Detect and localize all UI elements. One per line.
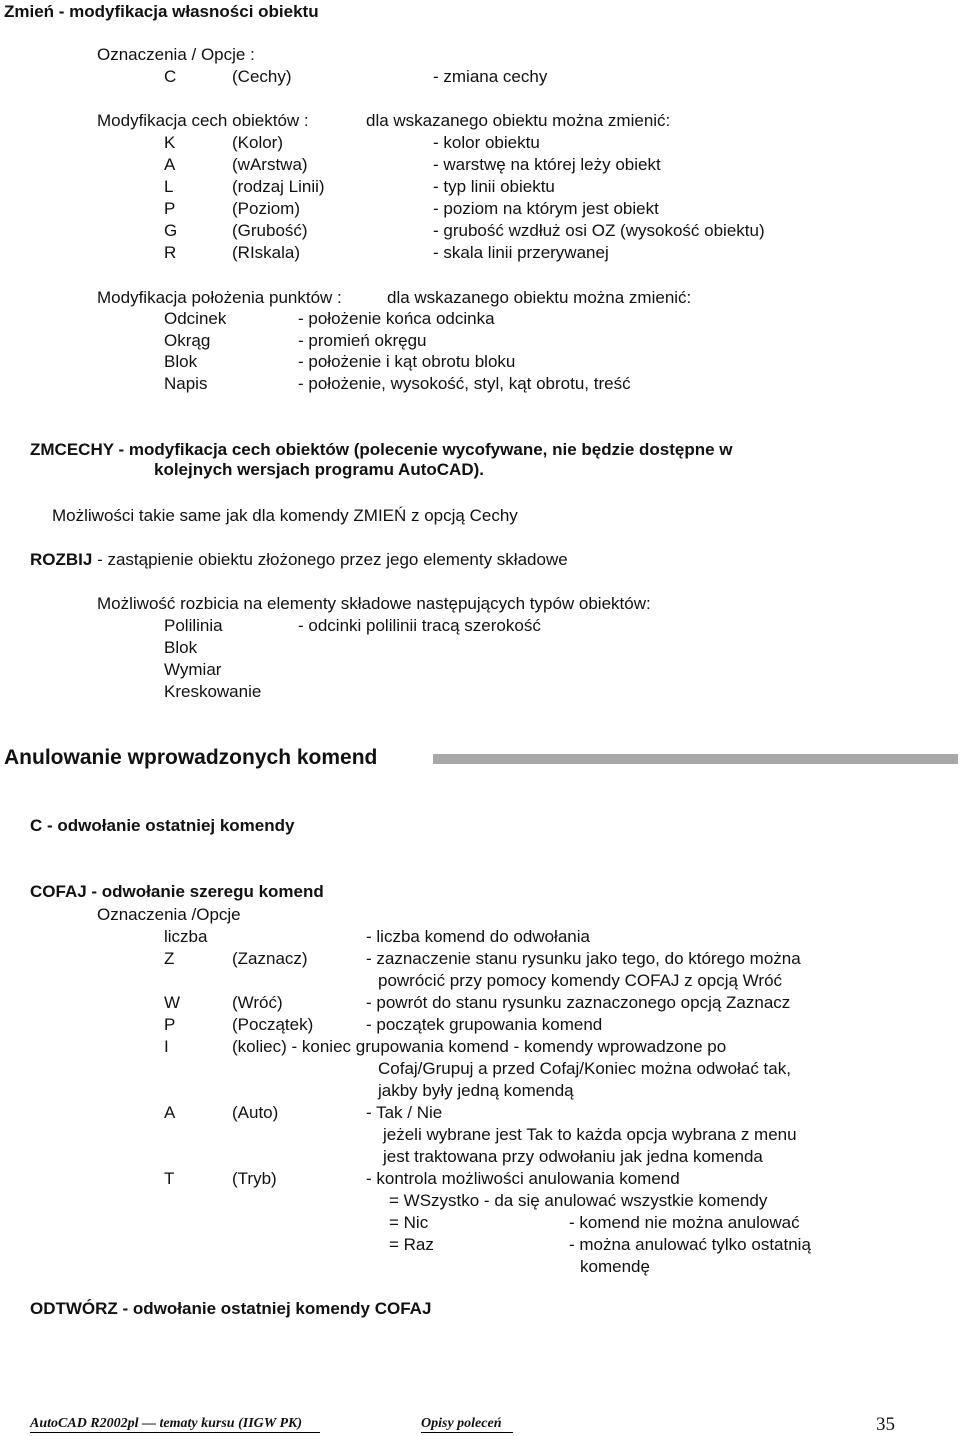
cofaj-option-key: liczba — [164, 927, 208, 946]
footer-course: AutoCAD R2002pl — tematy kursu (IIGW PK) — [30, 1416, 303, 1431]
cofaj-option-key: I — [164, 1037, 169, 1056]
cofaj-option-desc: - powrót do stanu rysunku zaznaczonego opcją Zaznacz — [366, 993, 791, 1012]
polozenie-key: Okrąg — [164, 331, 211, 350]
cofaj-option-desc: - Tak / Nie — [366, 1103, 443, 1122]
option-key: C — [164, 67, 177, 86]
options-header: Oznaczenia / Opcje : — [97, 45, 255, 64]
cecha-key: R — [164, 243, 177, 262]
page-number: 35 — [876, 1414, 895, 1435]
cofaj-option-line: (koliec) - koniec grupowania komend - komendy wprowadzone po — [232, 1037, 727, 1056]
cecha-key: K — [164, 133, 176, 152]
cecha-desc: - poziom na którym jest obiekt — [433, 199, 659, 218]
option-desc: - zmiana cechy — [433, 67, 548, 86]
cecha-name: (rodzaj Linii) — [232, 177, 325, 196]
cofaj-option-desc: - liczba komend do odwołania — [366, 927, 590, 946]
footer-section: Opisy poleceń — [421, 1416, 502, 1431]
mod-pol-label: Modyfikacja położenia punktów : — [97, 288, 342, 307]
rozbij-command: ROZBIJ — [30, 550, 93, 569]
cecha-key: L — [164, 177, 174, 196]
cofaj-option-desc: - zaznaczenie stanu rysunku jako tego, do którego można — [366, 949, 801, 968]
tryb-option-desc: - komend nie można anulować — [569, 1213, 800, 1232]
cofaj-option-desc: - kontrola możliwości anulowania komend — [366, 1169, 680, 1188]
polozenie-key: Odcinek — [164, 309, 227, 328]
anulowanie-heading: Anulowanie wprowadzonych komend — [4, 746, 378, 769]
cofaj-option-name: (Tryb) — [232, 1169, 277, 1188]
cofaj-option-desc-cont: jeżeli wybrane jest Tak to każda opcja wybrana z menu — [383, 1125, 797, 1144]
polozenie-desc: - położenie, wysokość, styl, kąt obrotu, treść — [298, 374, 631, 393]
rozbij-item-key: Blok — [164, 638, 198, 657]
c-command-heading: C - odwołanie ostatniej komendy — [30, 816, 295, 835]
cofaj-option-key: A — [164, 1103, 176, 1122]
footer-underline — [30, 1432, 320, 1433]
rozbij-item-key: Kreskowanie — [164, 682, 262, 701]
cofaj-option-name: (Początek) — [232, 1015, 314, 1034]
cecha-name: (Poziom) — [232, 199, 301, 218]
tryb-option-desc: - można anulować tylko ostatnią — [569, 1235, 811, 1254]
rozbij-intro: Możliwość rozbicia na elementy składowe następujących typów obiektów: — [97, 594, 651, 613]
cofaj-options-header: Oznaczenia /Opcje — [97, 905, 241, 924]
cecha-name: (Kolor) — [232, 133, 284, 152]
odtworz-heading: ODTWÓRZ - odwołanie ostatniej komendy COFAJ — [30, 1299, 432, 1318]
polozenie-desc: - położenie końca odcinka — [298, 309, 495, 328]
cecha-desc: - grubość wzdłuż osi OZ (wysokość obiektu) — [433, 221, 765, 240]
rozbij-line — [30, 550, 568, 570]
option-name: (Cechy) — [232, 67, 292, 86]
rozbij-item-desc: - odcinki polilinii tracą szerokość — [298, 616, 541, 635]
tryb-option: = WSzystko - da się anulować wszystkie komendy — [389, 1191, 768, 1210]
cecha-desc: - warstwę na której leży obiekt — [433, 155, 661, 174]
mod-pol-intro: dla wskazanego obiektu można zmienić: — [387, 288, 692, 307]
polozenie-desc: - promień okręgu — [298, 331, 427, 350]
zmcechy-heading: ZMCECHY - modyfikacja cech obiektów (polecenie wycofywane, nie będzie dostępne w — [30, 440, 733, 459]
mod-cech-label: Modyfikacja cech obiektów : — [97, 111, 309, 130]
polozenie-key: Blok — [164, 352, 198, 371]
cecha-name: (RIskala) — [232, 243, 301, 262]
cecha-desc: - typ linii obiektu — [433, 177, 555, 196]
cecha-name: (wArstwa) — [232, 155, 308, 174]
cofaj-option-name: (Zaznacz) — [232, 949, 308, 968]
polozenie-key: Napis — [164, 374, 208, 393]
cofaj-option-desc-cont: Cofaj/Grupuj a przed Cofaj/Koniec można odwołać tak, — [378, 1059, 791, 1078]
cofaj-option-key: T — [164, 1169, 175, 1188]
cofaj-option-key: Z — [164, 949, 175, 968]
cofaj-option-desc: - początek grupowania komend — [366, 1015, 603, 1034]
polozenie-desc: - położenie i kąt obrotu bloku — [298, 352, 516, 371]
rozbij-desc: - zastąpienie obiektu złożonego przez jego elementy składowe — [92, 550, 568, 569]
cofaj-option-name: (Wróć) — [232, 993, 283, 1012]
tryb-option-desc-cont: komendę — [580, 1257, 650, 1276]
cecha-key: P — [164, 199, 176, 218]
cofaj-option-key: W — [164, 993, 181, 1012]
section-heading-bar — [433, 754, 958, 764]
footer-underline — [421, 1432, 513, 1433]
cecha-name: (Grubość) — [232, 221, 308, 240]
cofaj-option-desc-cont: powrócić przy pomocy komendy COFAJ z opcją Wróć — [378, 971, 783, 990]
rozbij-item-key: Wymiar — [164, 660, 222, 679]
cecha-desc: - skala linii przerywanej — [433, 243, 609, 262]
cecha-desc: - kolor obiektu — [433, 133, 540, 152]
cecha-key: G — [164, 221, 178, 240]
cofaj-heading: COFAJ - odwołanie szeregu komend — [30, 882, 324, 901]
rozbij-item-key: Polilinia — [164, 616, 223, 635]
mod-cech-intro: dla wskazanego obiektu można zmienić: — [366, 111, 671, 130]
zmcechy-note: Możliwości takie same jak dla komendy ZMIEŃ z opcją Cechy — [52, 506, 518, 525]
cecha-key: A — [164, 155, 176, 174]
section-title-zmien: Zmień - modyfikacja własności obiektu — [4, 2, 319, 21]
tryb-option: = Nic — [389, 1213, 429, 1232]
cofaj-option-key: P — [164, 1015, 176, 1034]
tryb-option: = Raz — [389, 1235, 434, 1254]
cofaj-option-desc-cont: jest traktowana przy odwołaniu jak jedna komenda — [383, 1147, 763, 1166]
zmcechy-heading-cont: kolejnych wersjach programu AutoCAD). — [154, 460, 484, 479]
cofaj-option-desc-cont: jakby były jedną komendą — [378, 1081, 574, 1100]
cofaj-option-name: (Auto) — [232, 1103, 279, 1122]
